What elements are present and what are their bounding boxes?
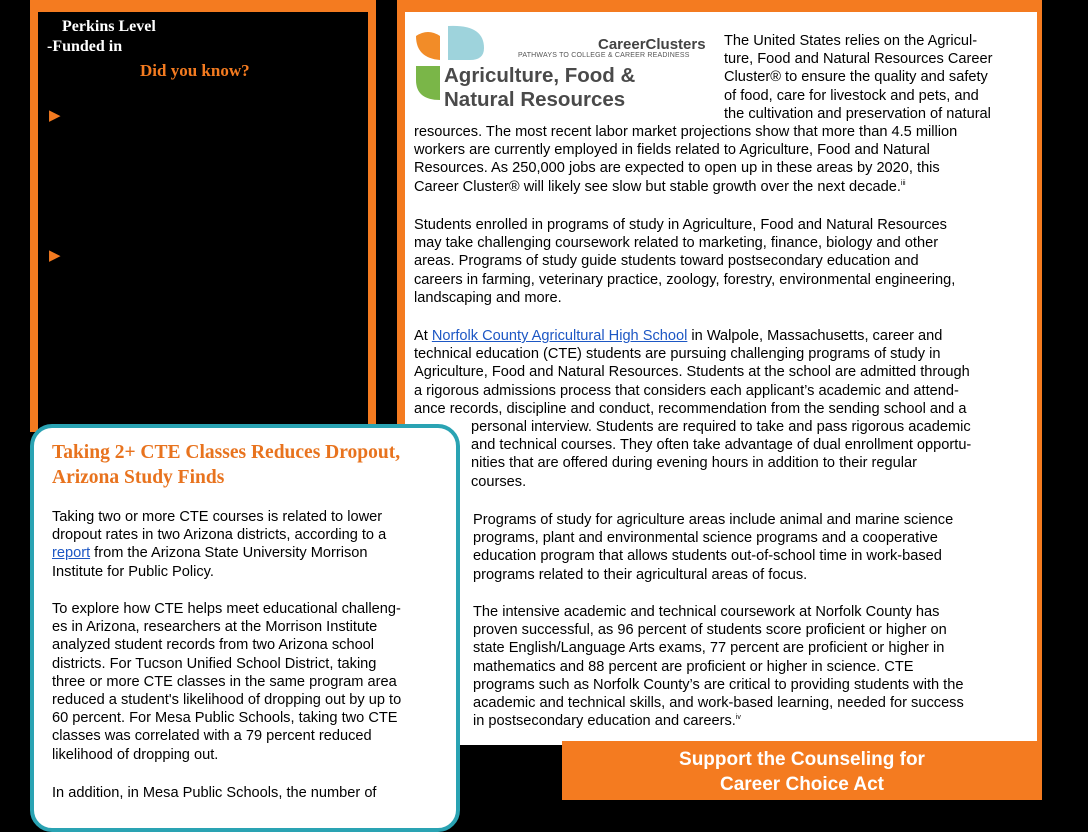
did-you-know-heading: Did you know?	[140, 61, 250, 80]
footnote-marker: iv	[735, 714, 741, 722]
logo-brand: CareerClusters	[598, 36, 706, 53]
article-paragraph-1: The United States relies on the Agricul- ture, Food and Natural Resources Career Cluster® to ensure the quality and safety of food, care for livestock and pets, and the cultivation and preservation of natural	[724, 33, 993, 122]
sidebar-heading-line2: -Funded in	[47, 38, 123, 55]
article-paragraph-1-cont: resources. The most recent labor market projections show that more than 4.5 million workers are currently employed in fields related to Agriculture, Food and Natural Resources. As 250,000 jobs are expected to open up in these areas by 2020, this Career Cluster® will likely see slow but stable growth over the next decade.$^{iii}$	[414, 124, 958, 195]
logo-title-line1: Agriculture, Food &	[444, 64, 636, 87]
bullet-arrow-icon: ▶	[49, 107, 61, 124]
logo-tagline: PATHWAYS TO COLLEGE & CAREER READINESS	[518, 52, 690, 59]
article-paragraph-5: The intensive academic and technical coursework at Norfolk County has proven successful, as 96 percent of students score proficient or higher on state English/Language Arts exams, 77 percent are proficient or higher in mathematics and 88 percent are proficient or higher in science. CTE programs such as Norfolk County’s are critical to providing students with the academic and technical skills, and work-based learning, needed for success in postsecondary education and careers.$^{iv}$	[473, 604, 964, 730]
footnote-marker: iii	[900, 179, 906, 187]
support-banner-title[interactable]: Support the Counseling for Career Choice Act	[679, 749, 925, 795]
article-paragraph-3-cont: personal interview. Students are required to take and pass rigorous academic and technical courses. They often take advantage of dual enrollment opportu- nities that are offered during evening hours in addition to their regular courses.	[471, 419, 972, 490]
article-paragraph-2: Students enrolled in programs of study in Agriculture, Food and Natural Resources may take challenging coursework related to marketing, finance, biology and other areas. Programs of study guide students toward postsecondary education and careers in farming, veterinary practice, zoology, forestry, environmental engineering, landscaping and more.	[414, 217, 956, 306]
logo-title-line2: Natural Resources	[444, 88, 626, 111]
bullet-arrow-icon: ▶	[49, 247, 61, 264]
article-paragraph-3: At Norfolk County Agricultural High School in Walpole, Massachusetts, career and technical education (CTE) students are pursuing challenging programs of study in Agriculture, Food and Natural Resources. Students at the school are admitted through a rigorous admissions process that considers each applicant’s academic and attend- ance records, discipline and conduct, recommendation from the sending school and a	[414, 328, 970, 417]
report-link[interactable]: report	[52, 545, 91, 562]
logo-title	[444, 64, 635, 112]
callout-paragraph-3: In addition, in Mesa Public Schools, the number of	[52, 785, 377, 801]
callout-paragraph-1: Taking two or more CTE courses is related to lower dropout rates in two Arizona districts, according to a report from the Arizona State University Morrison Institute for Public Policy.	[52, 509, 387, 580]
norfolk-county-link[interactable]: Norfolk County Agricultural High School	[431, 328, 688, 344]
sidebar-heading-line1: Perkins Level	[62, 18, 156, 35]
callout-title: Taking 2+ CTE Classes Reduces Dropout, Arizona Study Finds	[52, 442, 401, 488]
callout-paragraph-2: To explore how CTE helps meet educational challeng- es in Arizona, researchers at the Morrison Institute analyzed student records from two Arizona school districts. For Tucson Unified School District, taking three or more CTE classes in the same program area reduced a student's likelihood of dropping out by up to 60 percent. For Mesa Public Schools, taking two CTE classes was correlated with a 79 percent reduced likelihood of dropping out.	[52, 601, 402, 763]
article-paragraph-4: Programs of study for agriculture areas include animal and marine science programs, plant and environmental science programs and a cooperative education program that allows students out-of-school time in work-based programs related to their agricultural areas of focus.	[473, 512, 954, 583]
